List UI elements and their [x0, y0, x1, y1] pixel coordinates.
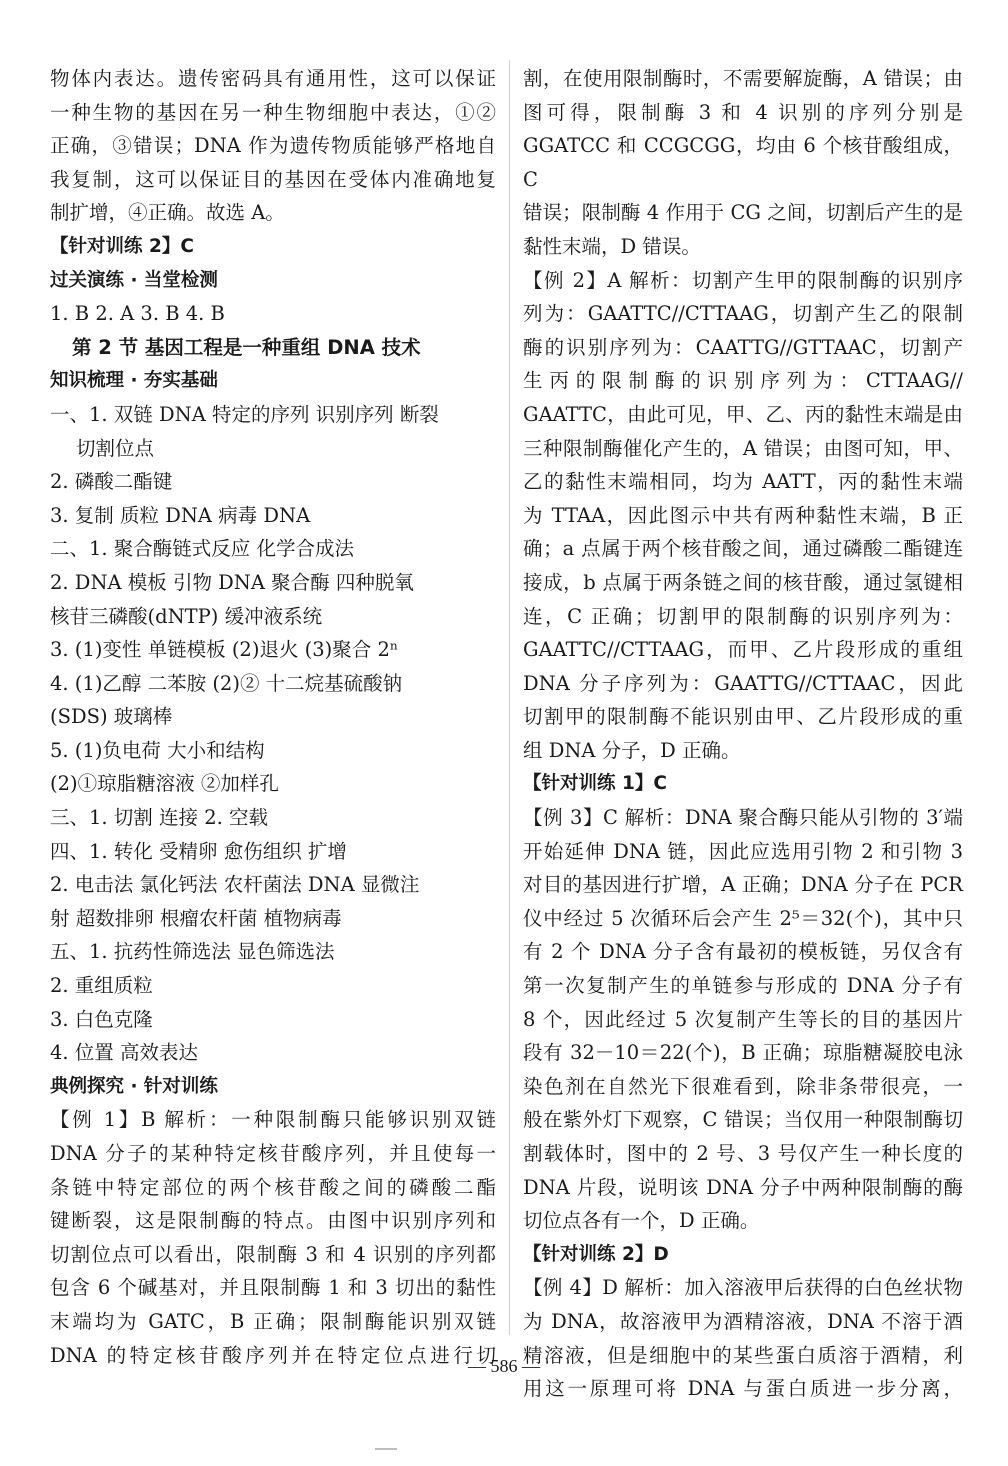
section-heading: 【针对训练 2】C	[50, 235, 194, 257]
text-line: 2. 重组质粒	[50, 974, 153, 998]
section-heading: 典例探究 · 针对训练	[50, 1075, 218, 1097]
text-line: 【例 1】B 解析：一种限制酶只能够识别双链	[50, 1108, 496, 1132]
text-line: 2. 电击法 氯化钙法 农杆菌法 DNA 显微注	[50, 873, 420, 897]
section-heading: 过关演练 · 当堂检测	[50, 269, 218, 291]
text-line: 精溶液，但是细胞中的某些蛋白质溶于酒精，利	[523, 1343, 963, 1367]
text-line: 有 2 个 DNA 分子含有最初的模板链，另仅含有	[523, 940, 963, 964]
text-line: 2. 磷酸二酯键	[50, 470, 173, 494]
text-line: 射 超数排卵 根瘤农杆菌 植物病毒	[50, 906, 342, 930]
text-line: 【例 4】D 解析：加入溶液甲后获得的白色丝状物	[523, 1276, 963, 1300]
text-line: 酶的识别序列为：CAATTG//GTTAAC，切割产	[523, 335, 963, 359]
text-line: 3. 白色克隆	[50, 1007, 153, 1031]
text-line: 黏性末端，D 错误。	[523, 234, 701, 258]
page-number: — 586 —	[468, 1356, 540, 1376]
text-line: 开始延伸 DNA 链，因此应选用引物 2 和引物 3	[523, 839, 963, 863]
text-line: 图可得，限制酶 3 和 4 识别的序列分别是	[523, 100, 963, 124]
text-line: DNA 分子的某种特定核苷酸序列，并且使每一	[50, 1142, 496, 1165]
text-line: 我复制，这可以保证目的基因在受体内准确地复	[50, 167, 496, 191]
right-column	[523, 62, 963, 1406]
text-line: 割载体时，图中的 2 号、3 号仅产生一种长度的	[523, 1142, 963, 1165]
text-line: 一种生物的基因在另一种生物细胞中表达，①②	[50, 100, 496, 124]
scan-mark	[375, 1448, 397, 1450]
text-line: 切割甲的限制酶不能识别由甲、乙片段形成的重	[523, 705, 963, 729]
text-line: 连，C 正确；切割甲的限制酶的识别序列为：	[523, 604, 963, 628]
text-line: DNA 片段，说明该 DNA 分子中两种限制酶的酶	[523, 1175, 963, 1199]
text-line: GAATTC，由此可见，甲、乙、丙的黏性末端是由	[523, 402, 963, 426]
text-line: 3. 复制 质粒 DNA 病毒 DNA	[50, 503, 311, 527]
text-line: 【例 3】C 解析：DNA 聚合酶只能从引物的 3′端	[523, 806, 963, 830]
text-line: 三、1. 切割 连接 2. 空载	[50, 806, 269, 830]
text-line: 仪中经过 5 次循环后会产生 2⁵＝32(个)，其中只	[523, 906, 963, 930]
text-line: 确；a 点属于两个核苷酸之间，通过磷酸二酯键连	[523, 537, 963, 561]
text-line: 3. (1)变性 单链模板 (2)退火 (3)聚合 2ⁿ	[50, 638, 399, 662]
section-heading: 知识梳理 · 夯实基础	[50, 370, 218, 392]
text-line: 键断裂，这是限制酶的特点。由图中识别序列和	[50, 1209, 496, 1233]
text-line: 二、1. 聚合酶链式反应 化学合成法	[50, 537, 355, 561]
text-line: 三种限制酶催化产生的，A 错误；由图可知，甲、	[523, 436, 963, 460]
text-line: 般在紫外灯下观察，C 错误；当仅用一种限制酶切	[523, 1108, 963, 1132]
text-line: 生丙的限制酶的识别序列为：CTTAAG//	[523, 369, 963, 393]
section-heading: 【针对训练 2】D	[523, 1243, 669, 1265]
text-line: 4. 位置 高效表达	[50, 1041, 199, 1065]
text-line: 切割位点可以看出，限制酶 3 和 4 识别的序列都	[50, 1242, 496, 1266]
text-line: DNA 分子序列为：GAATTG//CTTAAC，因此	[523, 671, 963, 695]
text-line: 列为：GAATTC//CTTAAG，切割产生乙的限制	[523, 302, 963, 326]
section-heading: 【针对训练 1】C	[523, 773, 667, 795]
text-line: GGATCC 和 CCGCGG，均由 6 个核苷酸组成，C	[523, 134, 963, 191]
text-line: GAATTC//CTTAAG，而甲、乙片段形成的重组	[523, 638, 963, 662]
text-line: 乙的黏性末端相同，均为 AATT，丙的黏性末端	[523, 470, 963, 494]
text-line: 【例 2】A 解析：切割产生甲的限制酶的识别序	[523, 268, 963, 292]
text-line: 组 DNA 分子，D 正确。	[523, 738, 741, 762]
text-line: (SDS) 玻璃棒	[50, 705, 173, 729]
text-line: 染色剂在自然光下很难看到，除非条带很亮，一	[523, 1074, 963, 1098]
text-line: 条链中特定部位的两个核苷酸之间的磷酸二酯	[50, 1175, 496, 1199]
text-line: 物体内表达。遗传密码具有通用性，这可以保证	[50, 67, 496, 90]
text-line: 为 DNA，故溶液甲为酒精溶液，DNA 不溶于酒	[523, 1309, 963, 1333]
text-line: 4. (1)乙醇 二苯胺 (2)② 十二烷基硫酸钠	[50, 671, 403, 695]
text-line: 制扩增，④正确。故选 A。	[50, 201, 285, 225]
text-line: 一、1. 双链 DNA 特定的序列 识别序列 断裂	[50, 402, 439, 426]
text-line: 对目的基因进行扩增，A 正确；DNA 分子在 PCR	[523, 873, 963, 897]
text-line: 割，在使用限制酶时，不需要解旋酶，A 错误；由	[523, 67, 963, 90]
text-line: 包含 6 个碱基对，并且限制酶 1 和 3 切出的黏性	[50, 1276, 496, 1300]
text-line: 五、1. 抗药性筛选法 显色筛选法	[50, 940, 335, 964]
text-line: 2. DNA 模板 引物 DNA 聚合酶 四种脱氧	[50, 570, 414, 594]
text-line: 段有 32－10＝22(个)，B 正确；琼脂糖凝胶电泳	[523, 1041, 963, 1065]
text-line: 用这一原理可将 DNA 与蛋白质进一步分离，	[523, 1377, 963, 1401]
text-line: 接成，b 点属于两条链之间的核苷酸，通过氢键相	[523, 570, 963, 594]
column-divider	[509, 60, 510, 1335]
text-line: 四、1. 转化 受精卵 愈伤组织 扩增	[50, 839, 347, 863]
section-heading: 第 2 节 基因工程是一种重组 DNA 技术	[72, 335, 421, 359]
text-line: 第一次复制产生的单链参与形成的 DNA 分子有	[523, 974, 963, 998]
text-line: 8 个，因此经过 5 次复制产生等长的目的基因片	[523, 1007, 963, 1031]
left-column	[50, 62, 496, 1372]
text-line: 正确，③错误；DNA 作为遗传物质能够严格地自	[50, 134, 496, 158]
text-line: 5. (1)负电荷 大小和结构	[50, 738, 265, 762]
text-line: 切割位点	[76, 436, 155, 460]
text-line: DNA 的特定核苷酸序列并在特定位点进行切	[50, 1343, 496, 1367]
text-line: 错误；限制酶 4 作用于 CG 之间，切割后产生的是	[523, 201, 963, 225]
text-line: 1. B 2. A 3. B 4. B	[50, 302, 225, 326]
text-line: 切位点各有一个，D 正确。	[523, 1209, 760, 1233]
text-line: (2)①琼脂糖溶液 ②加样孔	[50, 772, 279, 796]
text-line: 核苷三磷酸(dNTP) 缓冲液系统	[50, 604, 323, 628]
text-line: 为 TTAA，因此图示中共有两种黏性末端，B 正	[523, 503, 963, 527]
text-line: 末端均为 GATC，B 正确；限制酶能识别双链	[50, 1309, 496, 1333]
